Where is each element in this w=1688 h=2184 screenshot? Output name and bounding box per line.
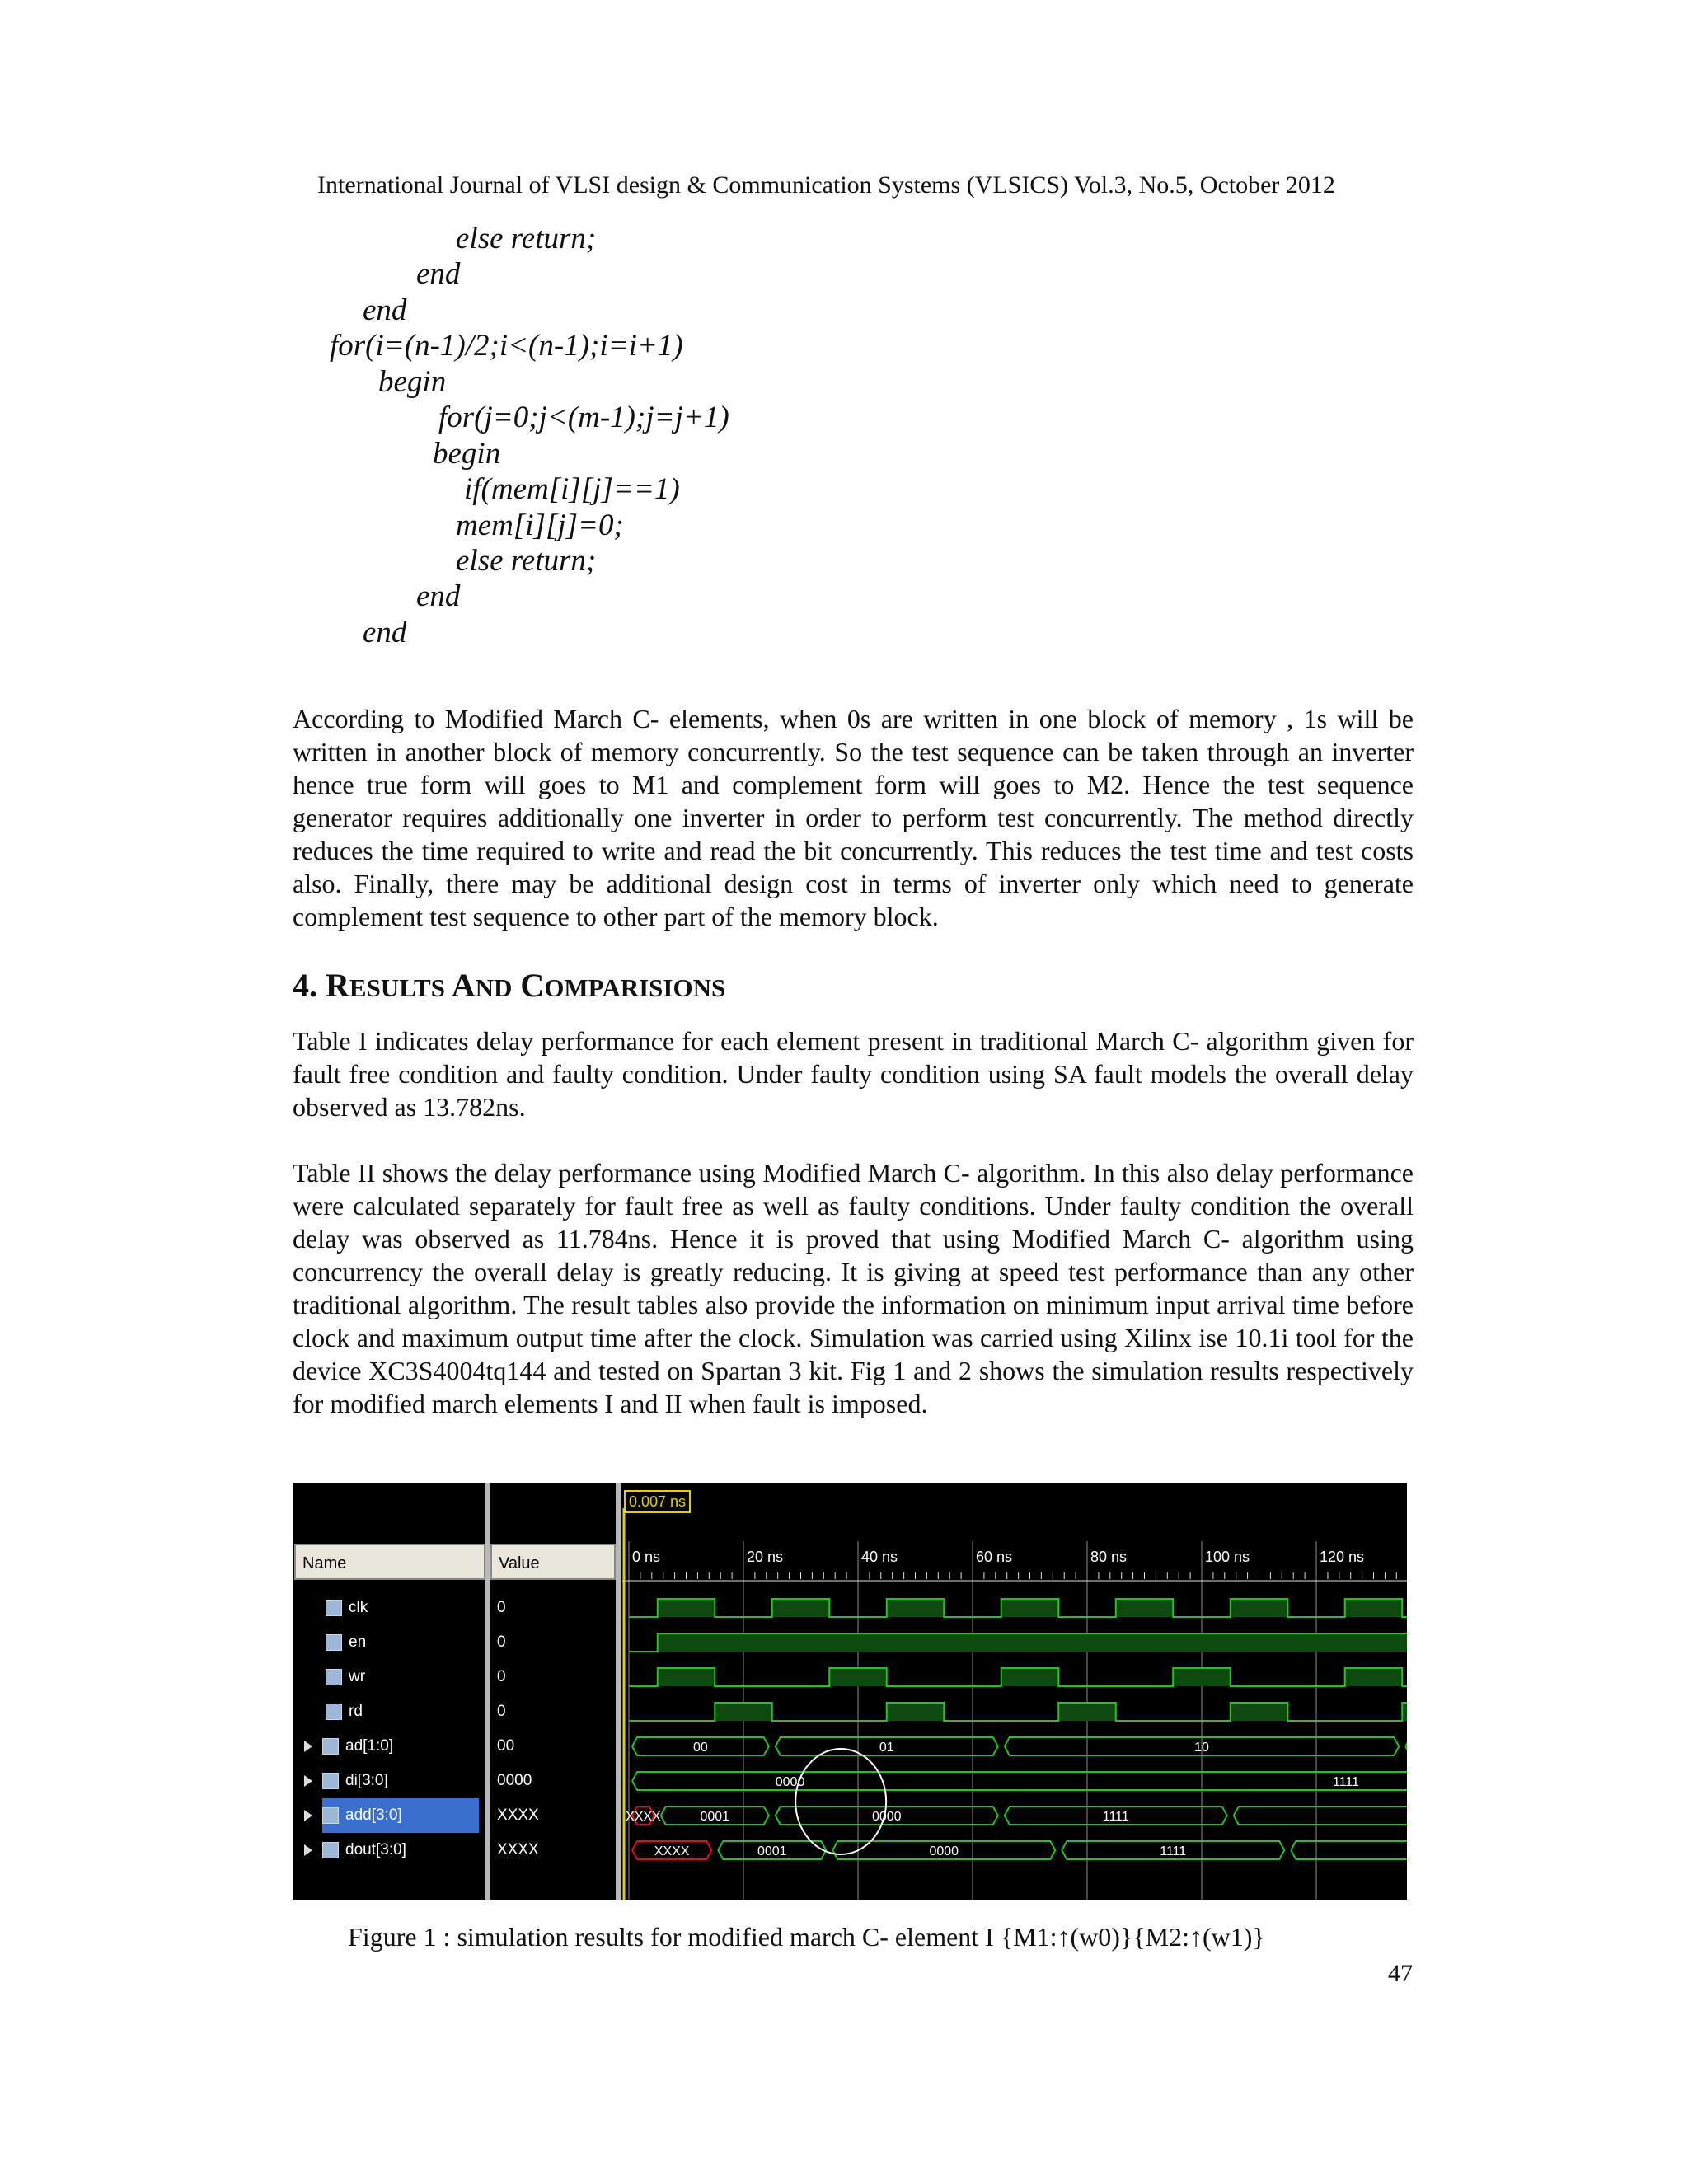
code-line: end	[363, 293, 407, 327]
bus-signal-icon	[322, 1807, 339, 1824]
time-tick-label: 0 ns	[632, 1549, 661, 1565]
waveform-bus-label: 1111	[1102, 1810, 1129, 1824]
signal-row[interactable]	[293, 1729, 1407, 1764]
name-column-header: Name	[294, 1544, 485, 1580]
signal-name-text: di[3:0]	[345, 1772, 388, 1789]
signal-name-text: ad[1:0]	[345, 1737, 394, 1755]
paragraph-table2: Table II shows the delay performance using Modified March C- algorithm. In this also delay performance were calculated separately for fault free as well as faulty conditions. Under faulty condition the overall delay was observed as 11.784ns. Hence it is proved that using Modified March C- algorithm using concurrency the overall delay is greatly reducing. It is giving at speed test performance than any other traditional algorithm. The result tables also provide the information on minimum input arrival time before clock and maximum output time after the clock. Simulation was carried using Xilinx ise 10.1i tool for the device XC3S4004tq144 and tested on Spartan 3 kit. Fig 1 and 2 shows the simulation results respectively for modified march elements I and II when fault is imposed.	[293, 1158, 1414, 1418]
heading-word: AND	[451, 967, 513, 1004]
signal-value: 0	[497, 1633, 506, 1651]
bus-signal-icon	[322, 1842, 339, 1858]
signal-value: XXXX	[497, 1807, 539, 1824]
paragraph-table1: Table I indicates delay performance for each element present in traditional March C- algorithm given for fault free condition and faulty condition. Under faulty condition using SA fault models the overall delay observed as 13.782ns.	[293, 1026, 1414, 1122]
waveform-bus-label: XXXX	[654, 1844, 690, 1858]
signal-name	[322, 1833, 406, 1868]
signal-name-text: dout[3:0]	[345, 1841, 406, 1858]
heading-number: 4.	[293, 967, 317, 1004]
signal-row[interactable]	[293, 1833, 1407, 1868]
time-tick-label: 120 ns	[1320, 1549, 1365, 1565]
code-line: mem[i][j]=0;	[456, 509, 624, 542]
signal-row[interactable]	[293, 1798, 1407, 1833]
signal-row[interactable]	[293, 1694, 1407, 1729]
signal-row[interactable]	[293, 1591, 1407, 1625]
code-line: end	[363, 616, 407, 649]
code-line: begin	[433, 437, 501, 471]
waveform-bus-label: 0001	[700, 1810, 730, 1824]
signal-name	[326, 1625, 366, 1660]
cursor-time-label: 0.007 ns	[624, 1490, 691, 1513]
signal-row[interactable]	[293, 1764, 1407, 1798]
bit-signal-icon	[326, 1600, 342, 1616]
bit-signal-icon	[326, 1669, 342, 1685]
signal-name-text: en	[349, 1633, 367, 1651]
value-column-header: Value	[490, 1544, 616, 1580]
time-tick-label: 60 ns	[976, 1549, 1013, 1565]
signal-row[interactable]	[293, 1660, 1407, 1694]
code-line: end	[416, 257, 461, 291]
section-heading	[293, 966, 725, 1005]
code-line: else return;	[456, 222, 597, 255]
code-line: else return;	[456, 544, 597, 578]
time-tick-label: 80 ns	[1090, 1549, 1128, 1565]
signal-value: 0000	[497, 1772, 532, 1789]
expand-triangle-icon[interactable]	[304, 1810, 312, 1821]
simulation-waveform-figure	[293, 1483, 1407, 1900]
signal-row[interactable]	[293, 1625, 1407, 1660]
signal-name	[326, 1591, 368, 1625]
waveform-bus-label: 0000	[775, 1775, 805, 1789]
code-line: begin	[378, 365, 447, 399]
expand-triangle-icon[interactable]	[304, 1775, 312, 1787]
signal-name	[322, 1729, 393, 1764]
paragraph-concurrency: According to Modified March C- elements, when 0s are written in one block of memory , 1s will be written in another block of memory concurrently. So the test sequence can be taken through an inverter hence true form will goes to M1 and complement form will goes to M2. Hence the test sequence generator requires additionally one inverter in order to perform test concurrently. The method directly reduces the time required to write and read the bit concurrently. This reduces the test time and test costs also. Finally, there may be additional design cost in terms of inverter only which need to generate complement test sequence to other part of the memory block.	[293, 704, 1414, 931]
waveform-bus-label: 00	[692, 1741, 708, 1755]
signal-value: 0	[497, 1599, 506, 1616]
heading-word: COMPARISIONS	[520, 967, 726, 1004]
signal-value: XXXX	[497, 1841, 539, 1858]
code-line: end	[416, 579, 461, 613]
waveform-bus-label: 0000	[871, 1810, 902, 1824]
heading-word: RESULTS	[326, 967, 445, 1004]
running-header: International Journal of VLSI design & Communication Systems (VLSICS) Vol.3, No.5, October 2012	[317, 171, 1335, 199]
code-line: if(mem[i][j]==1)	[464, 472, 680, 506]
time-tick-label: 100 ns	[1205, 1549, 1250, 1565]
signal-name	[322, 1764, 388, 1798]
waveform-bus-label: 0001	[757, 1844, 787, 1858]
bus-signal-icon	[322, 1773, 339, 1789]
figure-caption: Figure 1 : simulation results for modified march C- element I {M1:↑(w0)}{M2:↑(w1)}	[348, 1922, 1265, 1952]
bus-signal-icon	[322, 1738, 339, 1755]
signal-value: 0	[497, 1668, 506, 1685]
expand-triangle-icon[interactable]	[304, 1741, 312, 1752]
time-tick-label: 40 ns	[861, 1549, 898, 1565]
time-tick-label: 20 ns	[747, 1549, 784, 1565]
waveform-bus-label: 10	[1194, 1741, 1209, 1755]
code-line: for(i=(n-1)/2;i<(n-1);i=i+1)	[330, 329, 683, 363]
waveform-bus-label: 1111	[1333, 1775, 1360, 1789]
bit-signal-icon	[326, 1704, 342, 1720]
signal-value: 0	[497, 1703, 506, 1720]
expand-triangle-icon[interactable]	[304, 1844, 312, 1856]
waveform-bus-label: 1111	[1160, 1844, 1187, 1858]
page-number: 47	[1388, 1960, 1413, 1987]
signal-name-text: clk	[349, 1599, 368, 1616]
signal-name-text: rd	[349, 1703, 363, 1720]
signal-value: 00	[497, 1737, 515, 1755]
waveform-bus-label: 01	[879, 1741, 894, 1755]
code-line: for(j=0;j<(m-1);j=j+1)	[438, 401, 729, 434]
bit-signal-icon	[326, 1634, 342, 1651]
signal-name	[326, 1660, 365, 1694]
waveform-bus-label: 0000	[929, 1844, 959, 1858]
signal-name-text: wr	[349, 1668, 366, 1685]
signal-name	[326, 1694, 363, 1729]
signal-name	[322, 1798, 479, 1833]
signal-name-text: add[3:0]	[345, 1807, 402, 1824]
waveform-bus-label: XXXX	[626, 1810, 661, 1824]
